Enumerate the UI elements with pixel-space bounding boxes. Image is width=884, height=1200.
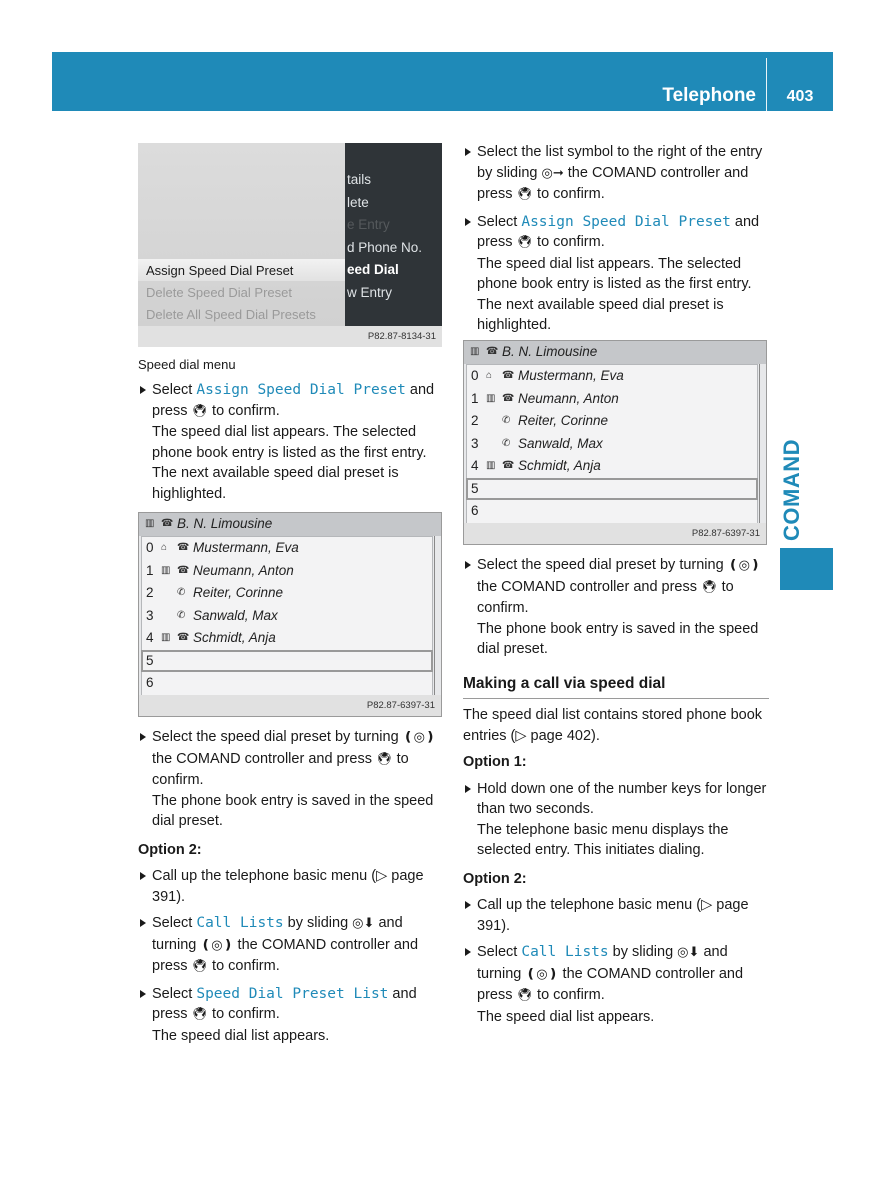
page-number: 403 xyxy=(786,88,814,105)
building-icon: ▥ xyxy=(486,392,496,404)
left-column xyxy=(138,356,444,504)
instruction-step: Select Assign Speed Dial Preset and press 🖲 to confirm. The speed dial list appears. The selected phone book entry is listed as the first entry. The next available speed dial preset is highlighted. xyxy=(463,212,769,336)
turn-controller-icon: ❪◎❫ xyxy=(727,558,761,573)
instruction-step: Select Speed Dial Preset List and press 🖲 to confirm. The speed dial list appears. xyxy=(138,984,444,1047)
list-item: 1 ▥ ☎ Neumann, Anton xyxy=(139,560,441,583)
list-title-row: ▥ ☎ B. N. Limousine xyxy=(464,341,766,364)
phone-icon: ☎ xyxy=(502,460,515,471)
background-menu-item: e Entry xyxy=(347,217,390,232)
slide-down-controller-icon: ◎⬇ xyxy=(677,945,700,960)
popup-item-delete-all: Delete All Speed Dial Presets xyxy=(146,307,316,322)
image-code: P82.87-6397-31 xyxy=(139,695,441,716)
background-menu xyxy=(345,143,442,326)
press-controller-icon: 🖲 xyxy=(191,403,209,419)
popup-item-delete: Delete Speed Dial Preset xyxy=(146,285,292,300)
result-text: The speed dial list appears. xyxy=(152,1027,330,1044)
list-item: 2 ✆ Reiter, Corinne xyxy=(464,410,766,433)
speed-dial-list-screenshot xyxy=(463,340,767,545)
list-item: 4 ▥ ☎ Schmidt, Anja xyxy=(464,455,766,478)
list-item: 3 ✆ Sanwald, Max xyxy=(464,433,766,456)
phone-icon: ☎ xyxy=(177,632,190,643)
building-icon: ▥ xyxy=(161,564,171,576)
background-menu-item: d Phone No. xyxy=(347,240,423,255)
result-text: The speed dial list appears. The selected phone book entry is listed as the first entry. The next available speed dial preset is highlighted. xyxy=(477,255,752,333)
list-item: 0 ⌂ ☎ Mustermann, Eva xyxy=(464,365,766,388)
press-controller-icon: 🖲 xyxy=(516,187,534,202)
building-icon: ▥ xyxy=(470,346,480,357)
result-text: The speed dial list appears. xyxy=(477,1008,655,1025)
list-item: 2 ✆ Reiter, Corinne xyxy=(139,582,441,605)
section-heading: Making a call via speed dial xyxy=(463,674,769,700)
result-text: The phone book entry is saved in the speed dial preset. xyxy=(152,792,434,829)
turn-controller-icon: ❪◎❫ xyxy=(200,937,234,953)
side-tab-marker xyxy=(780,548,833,590)
home-icon: ⌂ xyxy=(486,370,493,381)
result-text: The telephone basic menu displays the selected entry. This initiates dialing. xyxy=(477,821,729,858)
phone-icon: ☎ xyxy=(177,564,190,576)
option-heading: Option 2: xyxy=(463,870,527,887)
background-menu-item: tails xyxy=(347,172,372,187)
phone-icon: ☎ xyxy=(486,346,499,357)
building-icon: ▥ xyxy=(161,632,171,643)
side-tab-label: COMAND xyxy=(778,439,804,541)
right-column-lower xyxy=(463,555,769,1027)
header-divider xyxy=(766,58,767,111)
instruction-step: Hold down one of the number keys for longer than two seconds. The telephone basic menu displays the selected entry. This initiates dialing. xyxy=(463,779,769,861)
right-column xyxy=(463,142,769,336)
result-text: The phone book entry is saved in the speed dial preset. xyxy=(477,620,759,657)
press-controller-icon: 🖲 xyxy=(191,959,209,974)
list-item: 6 xyxy=(146,675,154,690)
slide-down-controller-icon: ◎⬇ xyxy=(352,916,375,931)
instruction-step: Select the speed dial preset by turning ❪◎❫ the COMAND controller and press 🖲 to confirm. The phone book entry is saved in the speed dial preset. xyxy=(138,727,444,832)
instruction-step: Select Call Lists by sliding ◎⬇ and turning ❪◎❫ the COMAND controller and press 🖲 to confirm. The speed dial list appears. xyxy=(463,942,769,1027)
phone-icon: ☎ xyxy=(502,370,515,381)
mobile-icon: ✆ xyxy=(177,587,186,598)
turn-controller-icon: ❪◎❫ xyxy=(525,966,559,982)
home-icon: ⌂ xyxy=(161,542,168,553)
background-menu-item: eed Dial xyxy=(347,262,399,277)
image-code: P82.87-6397-31 xyxy=(464,523,766,544)
instruction-step: Call up the telephone basic menu (▷ page 391). xyxy=(138,866,444,907)
option-heading: Option 2: xyxy=(138,841,202,858)
speed-dial-list-screenshot xyxy=(138,512,442,717)
building-icon: ▥ xyxy=(486,460,496,471)
instruction-step: Select the speed dial preset by turning ❪◎❫ the COMAND controller and press 🖲 to confirm. The phone book entry is saved in the speed dial preset. xyxy=(463,555,769,660)
section-intro: The speed dial list contains stored phone book entries (▷ page 402). xyxy=(463,707,763,744)
instruction-step: Select Assign Speed Dial Preset and press 🖲 to confirm. The speed dial list appears. The selected phone book entry is listed as the first entry. The next available speed dial preset is highlighted. xyxy=(138,380,444,504)
instruction-step: Select the list symbol to the right of the entry by sliding ◎➞ the COMAND controller and press 🖲 to confirm. xyxy=(463,142,769,206)
list-item: 1 ▥ ☎ Neumann, Anton xyxy=(464,388,766,411)
list-item-highlighted: 5 xyxy=(471,480,479,496)
list-item-highlighted: 5 xyxy=(146,652,154,668)
phone-icon: ☎ xyxy=(502,392,515,404)
figure-caption: Speed dial menu xyxy=(138,357,236,372)
mobile-icon: ✆ xyxy=(502,415,511,426)
background-menu-item: lete xyxy=(347,195,369,210)
slide-right-controller-icon: ◎➞ xyxy=(541,165,564,181)
left-column-lower xyxy=(138,727,444,1046)
phone-icon: ☎ xyxy=(177,542,190,553)
instruction-step: Call up the telephone basic menu (▷ page 391). xyxy=(463,895,769,936)
speed-dial-menu-screenshot xyxy=(138,143,442,347)
background-menu-item: w Entry xyxy=(347,285,393,300)
popup-item-assign: Assign Speed Dial Preset xyxy=(146,263,294,278)
list-title-row: ▥ ☎ B. N. Limousine xyxy=(139,513,441,536)
option-heading: Option 1: xyxy=(463,754,527,770)
popup-menu xyxy=(138,143,345,326)
building-icon: ▥ xyxy=(145,518,155,529)
press-controller-icon: 🖲 xyxy=(376,751,393,767)
result-text: The speed dial list appears. The selected phone book entry is listed as the first entry. The next available speed dial preset is highlighted. xyxy=(152,424,427,502)
phone-icon: ☎ xyxy=(161,518,174,529)
press-controller-icon: 🖲 xyxy=(191,1007,209,1022)
turn-controller-icon: ❪◎❫ xyxy=(402,730,436,745)
press-controller-icon: 🖲 xyxy=(516,235,534,250)
page-section-title: Telephone xyxy=(662,85,756,106)
list-item: 3 ✆ Sanwald, Max xyxy=(139,605,441,628)
list-item: 0 ⌂ ☎ Mustermann, Eva xyxy=(139,537,441,560)
mobile-icon: ✆ xyxy=(177,609,186,621)
mobile-icon: ✆ xyxy=(502,437,511,449)
list-item: 6 xyxy=(471,503,479,518)
list-item: 4 ▥ ☎ Schmidt, Anja xyxy=(139,627,441,650)
press-controller-icon: 🖲 xyxy=(516,988,534,1003)
instruction-step: Select Call Lists by sliding ◎⬇ and turning ❪◎❫ the COMAND controller and press 🖲 to confirm. xyxy=(138,913,444,978)
press-controller-icon: 🖲 xyxy=(701,579,718,595)
image-code: P82.87-8134-31 xyxy=(138,326,442,347)
